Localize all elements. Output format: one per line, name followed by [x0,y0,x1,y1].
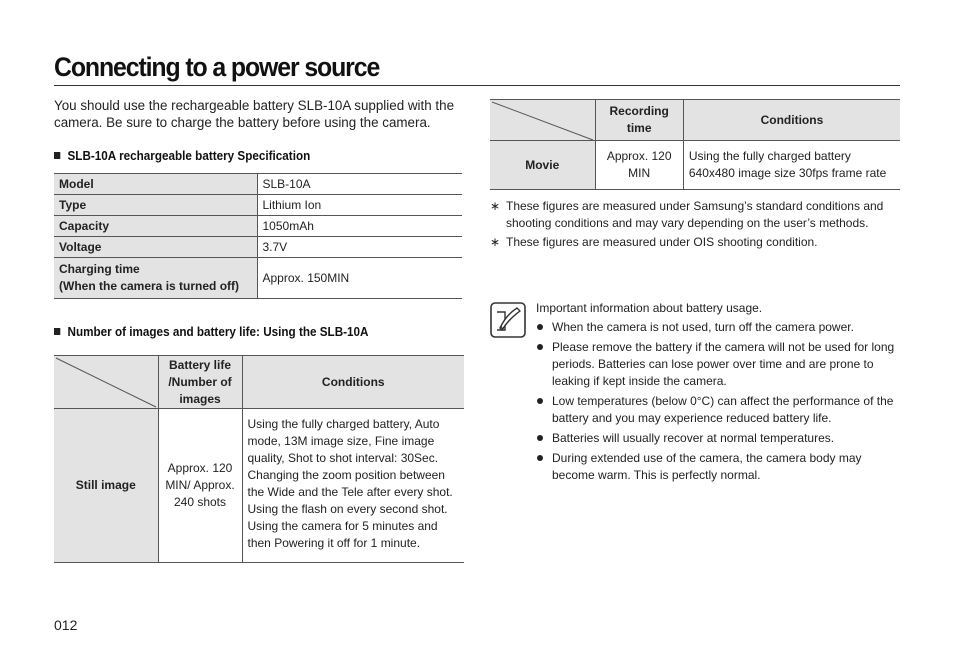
conditions-value: Using the fully charged battery 640x480 image size 30fps frame rate [683,141,900,190]
table-row [54,237,462,258]
spec-label: Capacity [54,216,257,237]
list-item [536,319,902,336]
table-row [54,174,462,195]
spec-value: SLB-10A [257,174,462,195]
diagonal-line [54,356,158,409]
spec-section-heading [54,148,310,163]
footnote [490,198,902,232]
spec-label: Type [54,195,257,216]
info-heading: Important information about battery usage. [536,301,763,315]
spec-label-line1: Charging time [59,262,140,276]
footnote-text: These figures are measured under Samsung’s standard conditions and shooting conditions and may vary depending on the user’s methods. [506,199,884,230]
footnotes [490,198,902,253]
footnote-text: These figures are measured under OIS shooting condition. [506,235,818,249]
bullet-dot-icon [537,435,543,441]
diagonal-line [490,100,595,142]
col-recording-time: Recording time [595,100,683,141]
bullet-dot-icon [537,398,543,404]
bullet-text: Batteries will usually recover at normal temperatures. [552,431,835,445]
diagonal-header-cell [490,100,595,141]
note-pencil-icon [490,302,526,338]
diagonal-header-cell [54,356,158,409]
page-title: Connecting to a power source [54,52,380,82]
square-bullet-icon [54,152,60,159]
bullet-text: Low temperatures (below 0°C) can affect the performance of the battery and you may experience reduced battery life. [552,394,894,425]
page-number: 012 [54,617,78,633]
table-row [54,216,462,237]
spec-value: 1050mAh [257,216,462,237]
table-row [54,258,462,299]
battery-spec-table [54,173,462,299]
bullet-dot-icon [537,455,543,461]
conditions-value: Using the fully charged battery, Auto mode, 13M image size, Fine image quality, Shot to shot interval: 30Sec. Changing the zoom position between the Wide and the Tele after every shot. Using the flash on every second shot. Using the camera for 5 minutes and then Powering it off for 1 minute. [242,409,464,563]
table-header-row [490,100,900,141]
table-row [54,195,462,216]
battery-life-value: Approx. 120 MIN/ Approx. 240 shots [158,409,242,563]
bullet-text: When the camera is not used, turn off the camera power. [552,320,854,334]
asterisk-icon: ∗ [490,235,501,249]
list-item [536,339,902,390]
spec-value: Lithium Ion [257,195,462,216]
spec-label-line2: (When the camera is turned off) [59,279,240,293]
list-item [536,393,902,427]
bullet-dot-icon [537,344,543,350]
list-item [536,450,902,484]
bullet-text: During extended use of the camera, the camera body may become warm. This is perfectly normal. [552,451,862,482]
bullet-dot-icon [537,324,543,330]
footnote [490,234,902,251]
col-battery-life: Battery life /Number of images [158,356,242,409]
images-section-heading [54,324,369,339]
col-conditions: Conditions [683,100,900,141]
spec-value: Approx. 150MIN [257,258,462,299]
intro-paragraph: You should use the rechargeable battery SLB-10A supplied with the camera. Be sure to charge the battery before using the camera. [54,98,455,130]
spec-label: Model [54,174,257,195]
asterisk-icon: ∗ [490,199,501,213]
bullet-text: Please remove the battery if the camera will not be used for long periods. Batteries can lose power over time and are prone to leaking if kept inside the camera. [552,340,895,388]
recording-time-table [490,99,900,190]
battery-life-table [54,355,464,563]
table-row [54,409,464,563]
table-header-row [54,356,464,409]
spec-label [54,258,257,299]
row-label-still-image: Still image [54,409,158,563]
col-conditions: Conditions [242,356,464,409]
battery-info-box [536,300,902,487]
recording-time-value: Approx. 120 MIN [595,141,683,190]
square-bullet-icon [54,328,60,335]
list-item [536,430,902,447]
spec-heading-text: SLB-10A rechargeable battery Specification [67,148,311,163]
table-row [490,141,900,190]
images-heading-text: Number of images and battery life: Using the SLB-10A [67,324,369,339]
title-divider [54,85,900,86]
row-label-movie: Movie [490,141,595,190]
spec-label: Voltage [54,237,257,258]
spec-value: 3.7V [257,237,462,258]
